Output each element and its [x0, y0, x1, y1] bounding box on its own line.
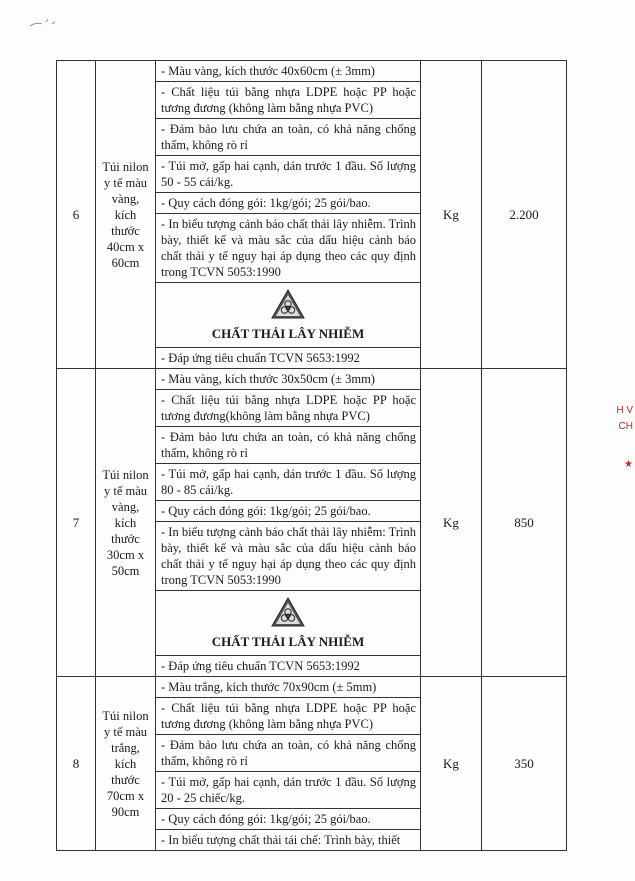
item-specification [156, 369, 421, 677]
item-name-line: thước [111, 772, 140, 787]
standard-line: - Đáp ứng tiêu chuẩn TCVN 5653:1992 [161, 659, 360, 673]
quantity-cell: 850 [482, 369, 567, 677]
item-name-line: Túi nilon [102, 708, 149, 723]
item-name [96, 61, 156, 369]
stamp-text-1: H V [616, 405, 633, 416]
item-name-line: y tế màu [103, 175, 148, 190]
item-name-line: kích [114, 756, 137, 771]
spec-line: - Quy cách đóng gói: 1kg/gói; 25 gói/bao. [156, 193, 420, 214]
spec-line: - In biểu tượng chất thải tái chế: Trình bày, thiết [161, 833, 401, 847]
biohazard-warning-icon [271, 289, 305, 319]
spec-line: - In biểu tượng cảnh báo chất thải lây nhiễm: Trình bày, thiết kế và màu sắc của dấu hiệu cảnh báo chất thải y tế nguy hại áp dụng theo các quy định trong TCVN 5053:1990 [156, 522, 420, 591]
side-stamp-bleed [615, 365, 635, 475]
item-name-line: vàng, [111, 191, 140, 206]
standard-line: - Đáp ứng tiêu chuẩn TCVN 5653:1992 [161, 351, 360, 365]
row-number: 7 [57, 369, 96, 677]
item-name-line: 90cm [111, 804, 140, 819]
item-name-line: Túi nilon [102, 159, 149, 174]
item-row [57, 369, 567, 677]
item-name-line: 30cm x [106, 547, 145, 562]
item-name-line: 60cm [111, 255, 140, 270]
hazard-label: CHẤT THẢI LÂY NHIỄM [211, 326, 365, 341]
spec-line: - Chất liệu túi bằng nhựa LDPE hoặc PP hoặc tương đương (không làm bằng nhựa PVC) [156, 82, 420, 119]
item-specification [156, 61, 421, 369]
row-number: 8 [57, 677, 96, 851]
item-name-line: kích [114, 207, 137, 222]
item-name-line: 40cm x [106, 239, 145, 254]
item-name-line: kích [114, 515, 137, 530]
spec-line: - Màu trắng, kích thước 70x90cm (± 5mm) [156, 677, 420, 698]
item-name [96, 677, 156, 851]
spec-line: - In biểu tượng cảnh báo chất thải lây nhiễm. Trình bày, thiết kế và màu sắc của dấu hiệu cảnh báo chất thải y tế nguy hại áp dụng theo các quy định trong TCVN 5053:1990 [156, 214, 420, 283]
item-row [57, 61, 567, 369]
table-body [57, 61, 567, 851]
scan-speck [28, 16, 58, 30]
item-name-line: 50cm [111, 563, 140, 578]
spec-line: - Chất liệu túi bằng nhựa LDPE hoặc PP hoặc tương đương(không làm bằng nhựa PVC) [156, 390, 420, 427]
row-number: 6 [57, 61, 96, 369]
spec-line: - Túi mở, gấp hai cạnh, dán trước 1 đầu. Số lượng 50 - 55 cái/kg. [156, 156, 420, 193]
specification-table [56, 60, 567, 851]
stamp-text-2: CH [618, 421, 633, 432]
item-name-line: thước [111, 223, 140, 238]
spec-line: - Quy cách đóng gói: 1kg/gói; 25 gói/bao. [156, 501, 420, 522]
biohazard-warning-icon [271, 597, 305, 627]
hazard-block [156, 591, 420, 656]
spec-line: - Túi mở, gấp hai cạnh, dán trước 1 đầu. Số lượng 20 - 25 chiếc/kg. [156, 772, 420, 809]
spec-line: - Đảm bảo lưu chứa an toàn, có khả năng chống thấm, không rò rỉ [156, 735, 420, 772]
unit-cell: Kg [421, 369, 482, 677]
item-name-line: thước [111, 531, 140, 546]
unit-cell: Kg [421, 677, 482, 851]
item-name [96, 369, 156, 677]
stamp-star: ★ [624, 459, 633, 470]
item-name-line: y tế màu [103, 483, 148, 498]
spec-line: - Quy cách đóng gói: 1kg/gói; 25 gói/bao. [156, 809, 420, 830]
item-row [57, 677, 567, 851]
item-name-line: Túi nilon [102, 467, 149, 482]
spec-line: - Đảm bảo lưu chứa an toàn, có khả năng chống thấm, không rò rỉ [156, 119, 420, 156]
spec-line: - Túi mở, gấp hai cạnh, dán trước 1 đầu. Số lượng 80 - 85 cái/kg. [156, 464, 420, 501]
spec-line: - Màu vàng, kích thước 40x60cm (± 3mm) [156, 61, 420, 82]
item-name-line: 70cm x [106, 788, 145, 803]
item-name-line: trắng, [111, 740, 140, 755]
item-name-line: vàng, [111, 499, 140, 514]
unit-cell: Kg [421, 61, 482, 369]
quantity-cell: 350 [482, 677, 567, 851]
hazard-label: CHẤT THẢI LÂY NHIỄM [211, 634, 365, 649]
item-name-line: y tế màu [103, 724, 148, 739]
spec-line: - Màu vàng, kích thước 30x50cm (± 3mm) [156, 369, 420, 390]
hazard-block [156, 283, 420, 348]
item-specification [156, 677, 421, 851]
quantity-cell: 2.200 [482, 61, 567, 369]
spec-line: - Đảm bảo lưu chứa an toàn, có khả năng chống thấm, không rò rỉ [156, 427, 420, 464]
spec-line: - Chất liệu túi bằng nhựa LDPE hoặc PP hoặc tương đương (không làm bằng nhựa PVC) [156, 698, 420, 735]
